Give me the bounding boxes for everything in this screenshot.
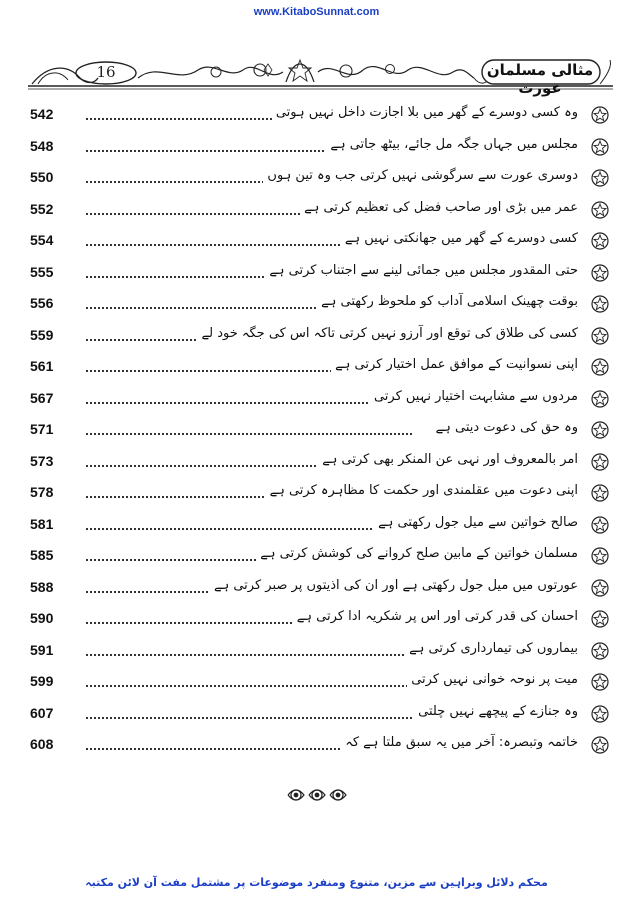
toc-entry[interactable] <box>30 163 612 195</box>
toc-entry[interactable] <box>30 667 612 699</box>
toc-title: مردوں سے مشابہت اختیار نہیں کرتی <box>370 389 578 404</box>
flower-bullet-icon <box>590 420 610 440</box>
toc-entry[interactable] <box>30 321 612 353</box>
toc-title: امر بالمعروف اور نہی عن المنکر بھی کرتی ہے <box>318 452 578 467</box>
toc-entry[interactable] <box>30 100 612 132</box>
toc-title: دوسری عورت سے سرگوشی نہیں کرتی جب وہ تین ہوں <box>263 168 578 183</box>
toc-title: اپنی نسوانیت کے موافق عمل اختیار کرتی ہے <box>331 357 578 372</box>
table-of-contents <box>30 100 612 762</box>
toc-page-number: 552 <box>30 200 54 217</box>
toc-page-number: 571 <box>30 421 54 437</box>
flower-bullet-icon <box>590 357 610 377</box>
flower-bullet-icon <box>590 483 610 503</box>
toc-page-number: 599 <box>30 673 54 689</box>
toc-entry[interactable] <box>30 132 612 164</box>
toc-page-number: 588 <box>30 578 54 595</box>
toc-entry[interactable] <box>30 478 612 510</box>
toc-title: کسی دوسرے کے گھر میں جھانکتی نہیں ہے <box>341 231 578 246</box>
toc-page-number: 578 <box>30 484 54 500</box>
flower-bullet-icon <box>590 200 610 220</box>
toc-title: صالح خواتین سے میل جول رکھتی ہے <box>374 515 578 530</box>
toc-entry[interactable] <box>30 447 612 479</box>
toc-page-number: 573 <box>30 452 54 469</box>
toc-page-number: 591 <box>30 641 54 658</box>
toc-title: عورتوں میں میل جول رکھتی ہے اور ان کی اذیتوں پر صبر کرتی ہے <box>210 578 578 593</box>
toc-entry[interactable] <box>30 699 612 731</box>
toc-entry[interactable] <box>30 289 612 321</box>
toc-entry[interactable] <box>30 195 612 227</box>
flower-bullet-icon <box>590 231 610 251</box>
toc-entry[interactable] <box>30 541 612 573</box>
toc-dot-leader <box>86 528 412 530</box>
toc-title: وہ حق کی دعوت دیتی ہے <box>432 420 578 435</box>
footer-tagline[interactable]: محکم دلائل وبراہین سے مزین، متنوع ومنفرد موضوعات پر مشتمل مفت آن لائن مکتبہ <box>85 876 548 889</box>
flower-bullet-icon <box>590 263 610 283</box>
toc-title: کسی کی طلاق کی توقع اور آرزو نہیں کرتی تاکہ اس کی جگہ خود لے <box>197 326 578 341</box>
toc-title: میت پر نوحہ خوانی نہیں کرتی <box>407 672 578 687</box>
flower-bullet-icon <box>590 294 610 314</box>
toc-dot-leader <box>86 433 412 435</box>
page-number: 16 <box>96 63 116 81</box>
toc-title: وہ کسی دوسرے کے گھر میں بلا اجازت داخل نہیں ہوتی <box>272 105 578 120</box>
flower-bullet-icon <box>590 105 610 125</box>
toc-page-number: 607 <box>30 704 54 721</box>
flower-bullet-icon <box>590 137 610 157</box>
toc-page-number: 590 <box>30 610 54 626</box>
toc-entry[interactable] <box>30 352 612 384</box>
toc-page-number: 581 <box>30 515 54 532</box>
flower-bullet-icon <box>590 641 610 661</box>
toc-page-number: 550 <box>30 169 54 185</box>
toc-page-number: 559 <box>30 326 54 343</box>
toc-entry[interactable] <box>30 384 612 416</box>
toc-title: بیماروں کی تیمارداری کرتی ہے <box>405 641 578 656</box>
flower-bullet-icon <box>590 735 610 755</box>
closing-flourish-icon <box>282 786 352 804</box>
toc-dot-leader <box>86 685 412 687</box>
toc-entry[interactable] <box>30 636 612 668</box>
toc-dot-leader <box>86 654 412 656</box>
flower-bullet-icon <box>590 326 610 346</box>
toc-page-number: 556 <box>30 295 54 311</box>
toc-dot-leader <box>86 402 412 404</box>
flower-bullet-icon <box>590 168 610 188</box>
toc-entry[interactable] <box>30 604 612 636</box>
flower-bullet-icon <box>590 704 610 724</box>
toc-entry[interactable] <box>30 258 612 290</box>
toc-title: مجلس میں جہاں جگہ مل جائے، بیٹھ جاتی ہے <box>326 137 578 152</box>
toc-page-number: 548 <box>30 137 54 154</box>
toc-entry[interactable] <box>30 226 612 258</box>
flower-bullet-icon <box>590 515 610 535</box>
flower-bullet-icon <box>590 578 610 598</box>
toc-page-number: 555 <box>30 263 54 280</box>
toc-entry[interactable] <box>30 573 612 605</box>
toc-page-number: 608 <box>30 736 54 752</box>
flower-bullet-icon <box>590 546 610 566</box>
toc-page-number: 567 <box>30 389 54 406</box>
toc-page-number: 542 <box>30 106 54 122</box>
toc-title: مسلمان خواتین کے مابین صلح کروانے کی کوشش کرتی ہے <box>256 546 578 561</box>
toc-title: خاتمہ وتبصرہ: آخر میں یہ سبق ملتا ہے کہ <box>341 735 578 750</box>
book-title: مثالی مسلمان عورت <box>486 61 594 97</box>
site-url[interactable]: www.KitaboSunnat.com <box>253 6 380 18</box>
toc-entry[interactable] <box>30 510 612 542</box>
toc-entry[interactable] <box>30 415 612 447</box>
toc-title: حتی المقدور مجلس میں جمائی لینے سے اجتناب کرتی ہے <box>265 263 578 278</box>
flower-bullet-icon <box>590 672 610 692</box>
flower-bullet-icon <box>590 609 610 629</box>
toc-title: احسان کی قدر کرتی اور اس پر شکریہ ادا کرتی ہے <box>293 609 578 624</box>
toc-entry[interactable] <box>30 730 612 762</box>
toc-title: عمر میں بڑی اور صاحب فضل کی تعظیم کرتی ہے <box>300 200 578 215</box>
toc-dot-leader <box>86 717 412 719</box>
toc-page-number: 585 <box>30 547 54 563</box>
flower-bullet-icon <box>590 452 610 472</box>
toc-page-number: 554 <box>30 232 54 248</box>
toc-title: بوقت چھینک اسلامی آداب کو ملحوظ رکھتی ہے <box>317 294 578 309</box>
toc-page-number: 561 <box>30 358 54 374</box>
toc-title: اپنی دعوت میں عقلمندی اور حکمت کا مظاہرہ کرتی ہے <box>266 483 578 498</box>
flower-bullet-icon <box>590 389 610 409</box>
toc-title: وہ جنازے کے پیچھے نہیں چلتی <box>414 704 578 719</box>
